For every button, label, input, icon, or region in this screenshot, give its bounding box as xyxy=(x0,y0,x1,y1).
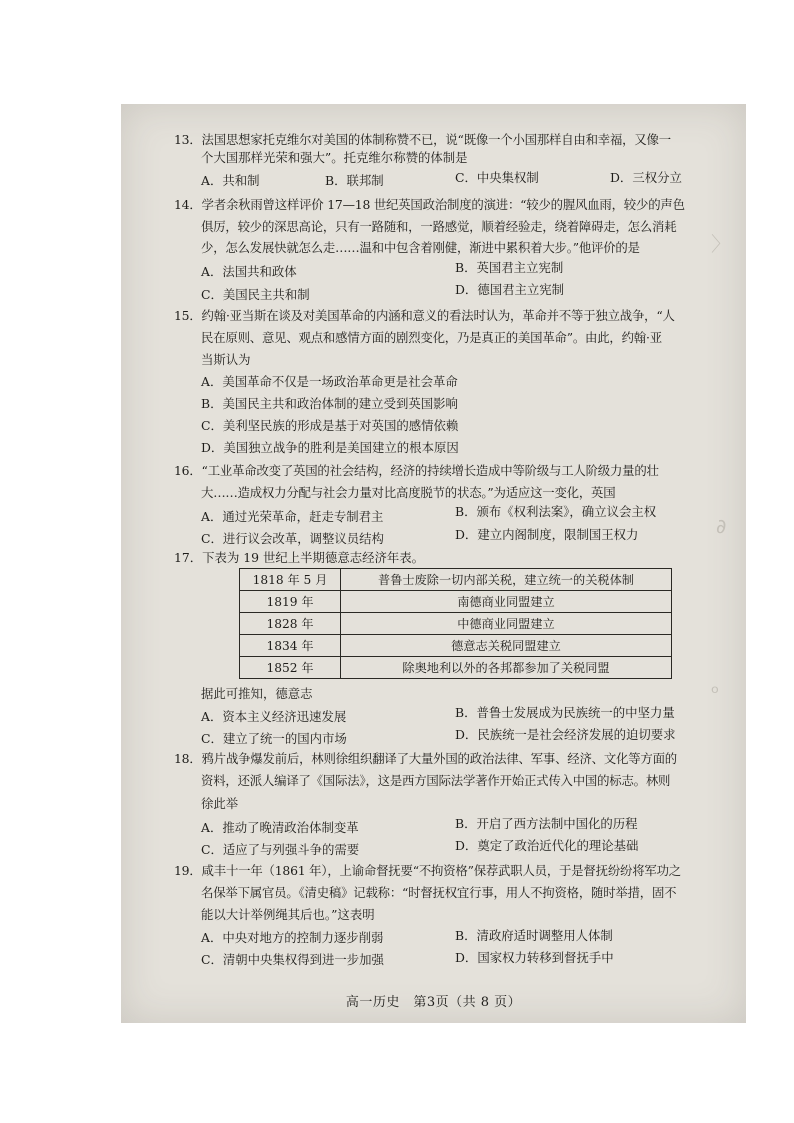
q16-option-a: A．通过光荣革命，赶走专制君主 xyxy=(201,509,384,524)
q18-stem-line-1: 18．鸦片战争爆发前后，林则徐组织翻译了大量外国的政治法律、军事、经济、文化等方面的 xyxy=(174,751,677,766)
table-row xyxy=(240,613,672,635)
q14-stem-line-2: 俱厉，较少的深思高论，只有一路随和，一路感觉，顺着经验走，绕着障碍走，怎么消耗 xyxy=(201,219,677,234)
bleed-through-mark: ∂ xyxy=(716,514,727,538)
q15-option-b: B．美国民主共和政治体制的建立受到英国影响 xyxy=(201,396,458,411)
q14-option-d: D．德国君主立宪制 xyxy=(455,282,565,297)
table-cell-event: 普鲁士废除一切内部关税，建立统一的关税体制 xyxy=(341,569,672,591)
q19-option-a: A．中央对地方的控制力逐步削弱 xyxy=(201,930,384,945)
q15-stem-line-1: 15．约翰·亚当斯在谈及对美国革命的内涵和意义的看法时认为，革命并不等于独立战争，“人 xyxy=(174,308,675,323)
exam-page xyxy=(121,104,746,1023)
bleed-through-mark: 〉 xyxy=(711,232,731,256)
q13-stem-line-1: 13．法国思想家托克维尔对美国的体制称赞不已，说“既像一个小国那样自由和幸福，又像一 xyxy=(174,132,671,147)
q14-option-c: C．美国民主共和制 xyxy=(201,287,310,302)
table-row xyxy=(240,657,672,679)
q14-stem-line-3: 少，怎么发展快就怎么走……温和中包含着刚健，渐进中累积着大步。”他评价的是 xyxy=(201,240,640,255)
table-row xyxy=(240,635,672,657)
q16-option-b: B．颁布《权利法案》，确立议会主权 xyxy=(455,504,657,519)
q18-option-b: B．开启了西方法制中国化的历程 xyxy=(455,816,638,831)
q13-stem-line-2: 个大国那样光荣和强大”。托克维尔称赞的体制是 xyxy=(201,150,468,165)
q15-stem-line-2: 民在原则、意见、观点和感情方面的剧烈变化，乃是真正的美国革命”。由此，约翰·亚 xyxy=(201,330,662,345)
q13-option-b: B．联邦制 xyxy=(325,173,384,188)
q13-option-a: A．共和制 xyxy=(201,173,260,188)
q19-stem-line-1: 19．咸丰十一年（1861 年），上谕命督抚要“不拘资格”保荐武职人员，于是督抚纷纷将军功之 xyxy=(174,863,681,878)
economic-chronology-table xyxy=(239,568,672,679)
table-cell-year: 1834 年 xyxy=(240,635,341,657)
q17-option-a: A．资本主义经济迅速发展 xyxy=(201,709,347,724)
q16-option-d: D．建立内阁制度，限制国王权力 xyxy=(455,527,639,542)
q18-stem-line-2: 资料，还派人编译了《国际法》，这是西方国际法学著作开始正式传入中国的标志。林则 xyxy=(201,773,671,788)
q18-option-c: C．适应了与列强斗争的需要 xyxy=(201,842,360,857)
q17-option-c: C．建立了统一的国内市场 xyxy=(201,731,347,746)
q17-option-b: B．普鲁士发展成为民族统一的中坚力量 xyxy=(455,705,675,720)
table-cell-event: 南德商业同盟建立 xyxy=(341,591,672,613)
q15-option-a: A．美国革命不仅是一场政治革命更是社会革命 xyxy=(201,374,458,389)
table-cell-event: 中德商业同盟建立 xyxy=(341,613,672,635)
q17-stem-line-2: 据此可推知，德意志 xyxy=(201,686,313,701)
table-cell-year: 1819 年 xyxy=(240,591,341,613)
q15-option-d: D．美国独立战争的胜利是美国建立的根本原因 xyxy=(201,440,459,455)
q19-option-c: C．清朝中央集权得到进一步加强 xyxy=(201,952,384,967)
q16-stem-line-2: 大……造成权力分配与社会力量对比高度脱节的状态。”为适应这一变化，英国 xyxy=(201,485,616,500)
q18-option-a: A．推动了晚清政治体制变革 xyxy=(201,820,359,835)
table-row xyxy=(240,591,672,613)
q14-option-a: A．法国共和政体 xyxy=(201,264,297,279)
table-cell-year: 1818 年 5 月 xyxy=(240,569,341,591)
table-cell-event: 除奥地利以外的各邦都参加了关税同盟 xyxy=(341,657,672,679)
table-cell-event: 德意志关税同盟建立 xyxy=(341,635,672,657)
q19-stem-line-2: 名保举下属官员。《清史稿》记载称：“时督抚权宜行事，用人不拘资格，随时举措，固不 xyxy=(201,885,677,900)
q13-option-c: C．中央集权制 xyxy=(455,170,539,185)
bleed-through-mark: ₒ xyxy=(711,674,720,698)
q14-option-b: B．英国君主立宪制 xyxy=(455,260,564,275)
q17-option-d: D．民族统一是社会经济发展的迫切要求 xyxy=(455,727,676,742)
q16-option-c: C．进行议会改革，调整议员结构 xyxy=(201,531,384,546)
q14-stem-line-1: 14．学者余秋雨曾这样评价 17—18 世纪英国政治制度的演进：“较少的腥风血雨，较少的声色 xyxy=(174,197,685,212)
q18-option-d: D．奠定了政治近代化的理论基础 xyxy=(455,838,639,853)
q15-stem-line-3: 当斯认为 xyxy=(201,352,251,367)
q17-stem-line-1: 17．下表为 19 世纪上半期德意志经济年表。 xyxy=(174,550,425,565)
q16-stem-line-1: 16．“工业革命改变了英国的社会结构，经济的持续增长造成中等阶级与工人阶级力量的壮 xyxy=(174,463,659,478)
page-footer: 高一历史 第3页（共 8 页） xyxy=(345,995,522,1010)
q19-stem-line-3: 能以大计举例绳其后也。”这表明 xyxy=(201,907,375,922)
q18-stem-line-3: 徐此举 xyxy=(201,796,239,811)
q15-option-c: C．美利坚民族的形成是基于对英国的感情依赖 xyxy=(201,418,459,433)
table-cell-year: 1852 年 xyxy=(240,657,341,679)
q19-option-b: B．清政府适时调整用人体制 xyxy=(455,928,613,943)
q19-option-d: D．国家权力转移到督抚手中 xyxy=(455,950,614,965)
table-cell-year: 1828 年 xyxy=(240,613,341,635)
table-row xyxy=(240,569,672,591)
q13-option-d: D．三权分立 xyxy=(610,170,682,185)
